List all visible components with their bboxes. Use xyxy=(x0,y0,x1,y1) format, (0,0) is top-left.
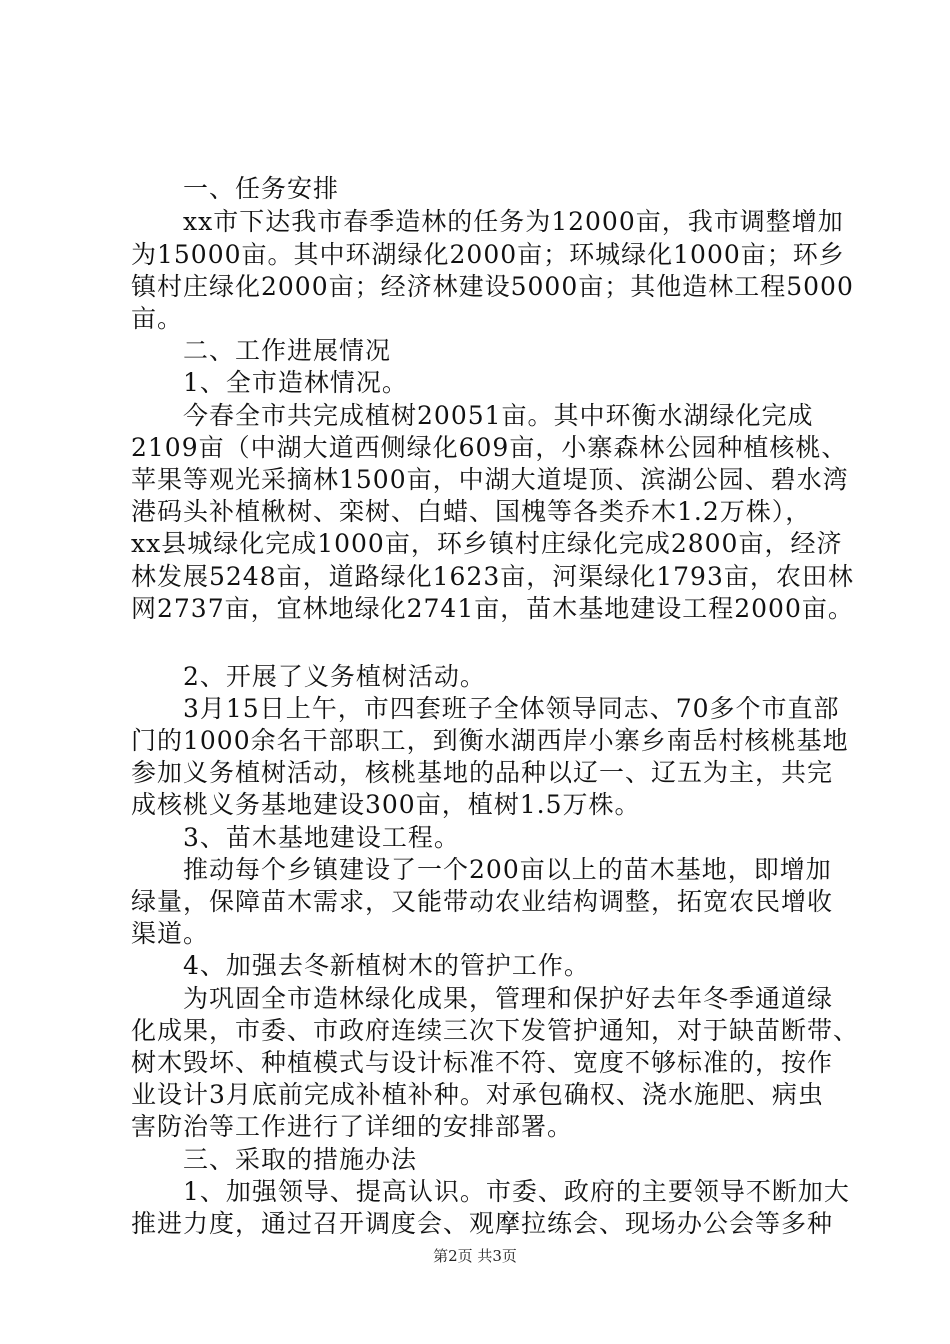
text-line: 成核桃义务基地建设300亩，植树1.5万株。 xyxy=(131,790,641,819)
text-line: 参加义务植树活动，核桃基地的品种以辽一、辽五为主，共完 xyxy=(131,758,834,787)
subheading-nursery-base: 3、苗木基地建设工程。 xyxy=(131,823,460,852)
text-line: 推进力度，通过召开调度会、观摩拉练会、现场办公会等多种 xyxy=(131,1209,834,1238)
page-number-footer: 第2页 共3页 xyxy=(433,1247,517,1265)
text-line: 为15000亩。其中环湖绿化2000亩；环城绿化1000亩；环乡 xyxy=(131,240,845,269)
text-line: 害防治等工作进行了详细的安排部署。 xyxy=(131,1112,574,1141)
text-line: 推动每个乡镇建设了一个200亩以上的苗木基地，即增加 xyxy=(131,855,832,884)
text-line: 镇村庄绿化2000亩；经济林建设5000亩；其他造林工程5000 xyxy=(131,272,854,301)
text-line: 2109亩（中湖大道西侧绿化609亩，小寨森林公园种植核桃、 xyxy=(131,433,848,462)
text-line: 1、加强领导、提高认识。市委、政府的主要领导不断加大 xyxy=(131,1177,850,1206)
text-line: 化成果，市委、市政府连续三次下发管护通知，对于缺苗断带、 xyxy=(131,1016,860,1045)
subheading-tree-maintenance: 4、加强去冬新植树木的管护工作。 xyxy=(131,951,590,980)
subheading-voluntary-planting: 2、开展了义务植树活动。 xyxy=(131,662,486,691)
text-line: 今春全市共完成植树20051亩。其中环衡水湖绿化完成 xyxy=(131,401,814,430)
text-line: 3月15日上午，市四套班子全体领导同志、70多个市直部 xyxy=(131,694,840,723)
text-line: 为巩固全市造林绿化成果，管理和保护好去年冬季通道绿 xyxy=(131,984,834,1013)
text-line: 亩。 xyxy=(131,304,184,333)
text-line: 绿量，保障苗木需求，又能带动农业结构调整，拓宽农民增收 xyxy=(131,887,834,916)
heading-task-arrangement: 一、任务安排 xyxy=(131,174,340,203)
text-line: 港码头补植楸树、栾树、白蜡、国槐等各类乔木1.2万株）， xyxy=(131,497,812,526)
text-line: 业设计3月底前完成补植补种。对承包确权、浇水施肥、病虫 xyxy=(131,1080,824,1109)
text-line: 树木毁坏、种植模式与设计标准不符、宽度不够标准的，按作 xyxy=(131,1048,834,1077)
text-line: 渠道。 xyxy=(131,919,210,948)
heading-work-progress: 二、工作进展情况 xyxy=(131,336,392,365)
heading-measures: 三、采取的措施办法 xyxy=(131,1145,418,1174)
text-line: xx县城绿化完成1000亩，环乡镇村庄绿化完成2800亩，经济 xyxy=(131,529,843,558)
text-line: 林发展5248亩，道路绿化1623亩，河渠绿化1793亩，农田林 xyxy=(131,562,854,591)
text-line: 门的1000余名干部职工，到衡水湖西岸小寨乡南岳村核桃基地 xyxy=(131,726,849,755)
text-line: 网2737亩，宜林地绿化2741亩，苗木基地建设工程2000亩。 xyxy=(131,594,854,623)
text-line: 苹果等观光采摘林1500亩，中湖大道堤顶、滨湖公园、碧水湾 xyxy=(131,465,849,494)
text-line: xx市下达我市春季造林的任务为12000亩，我市调整增加 xyxy=(131,207,844,236)
subheading-city-afforestation: 1、全市造林情况。 xyxy=(131,368,408,397)
